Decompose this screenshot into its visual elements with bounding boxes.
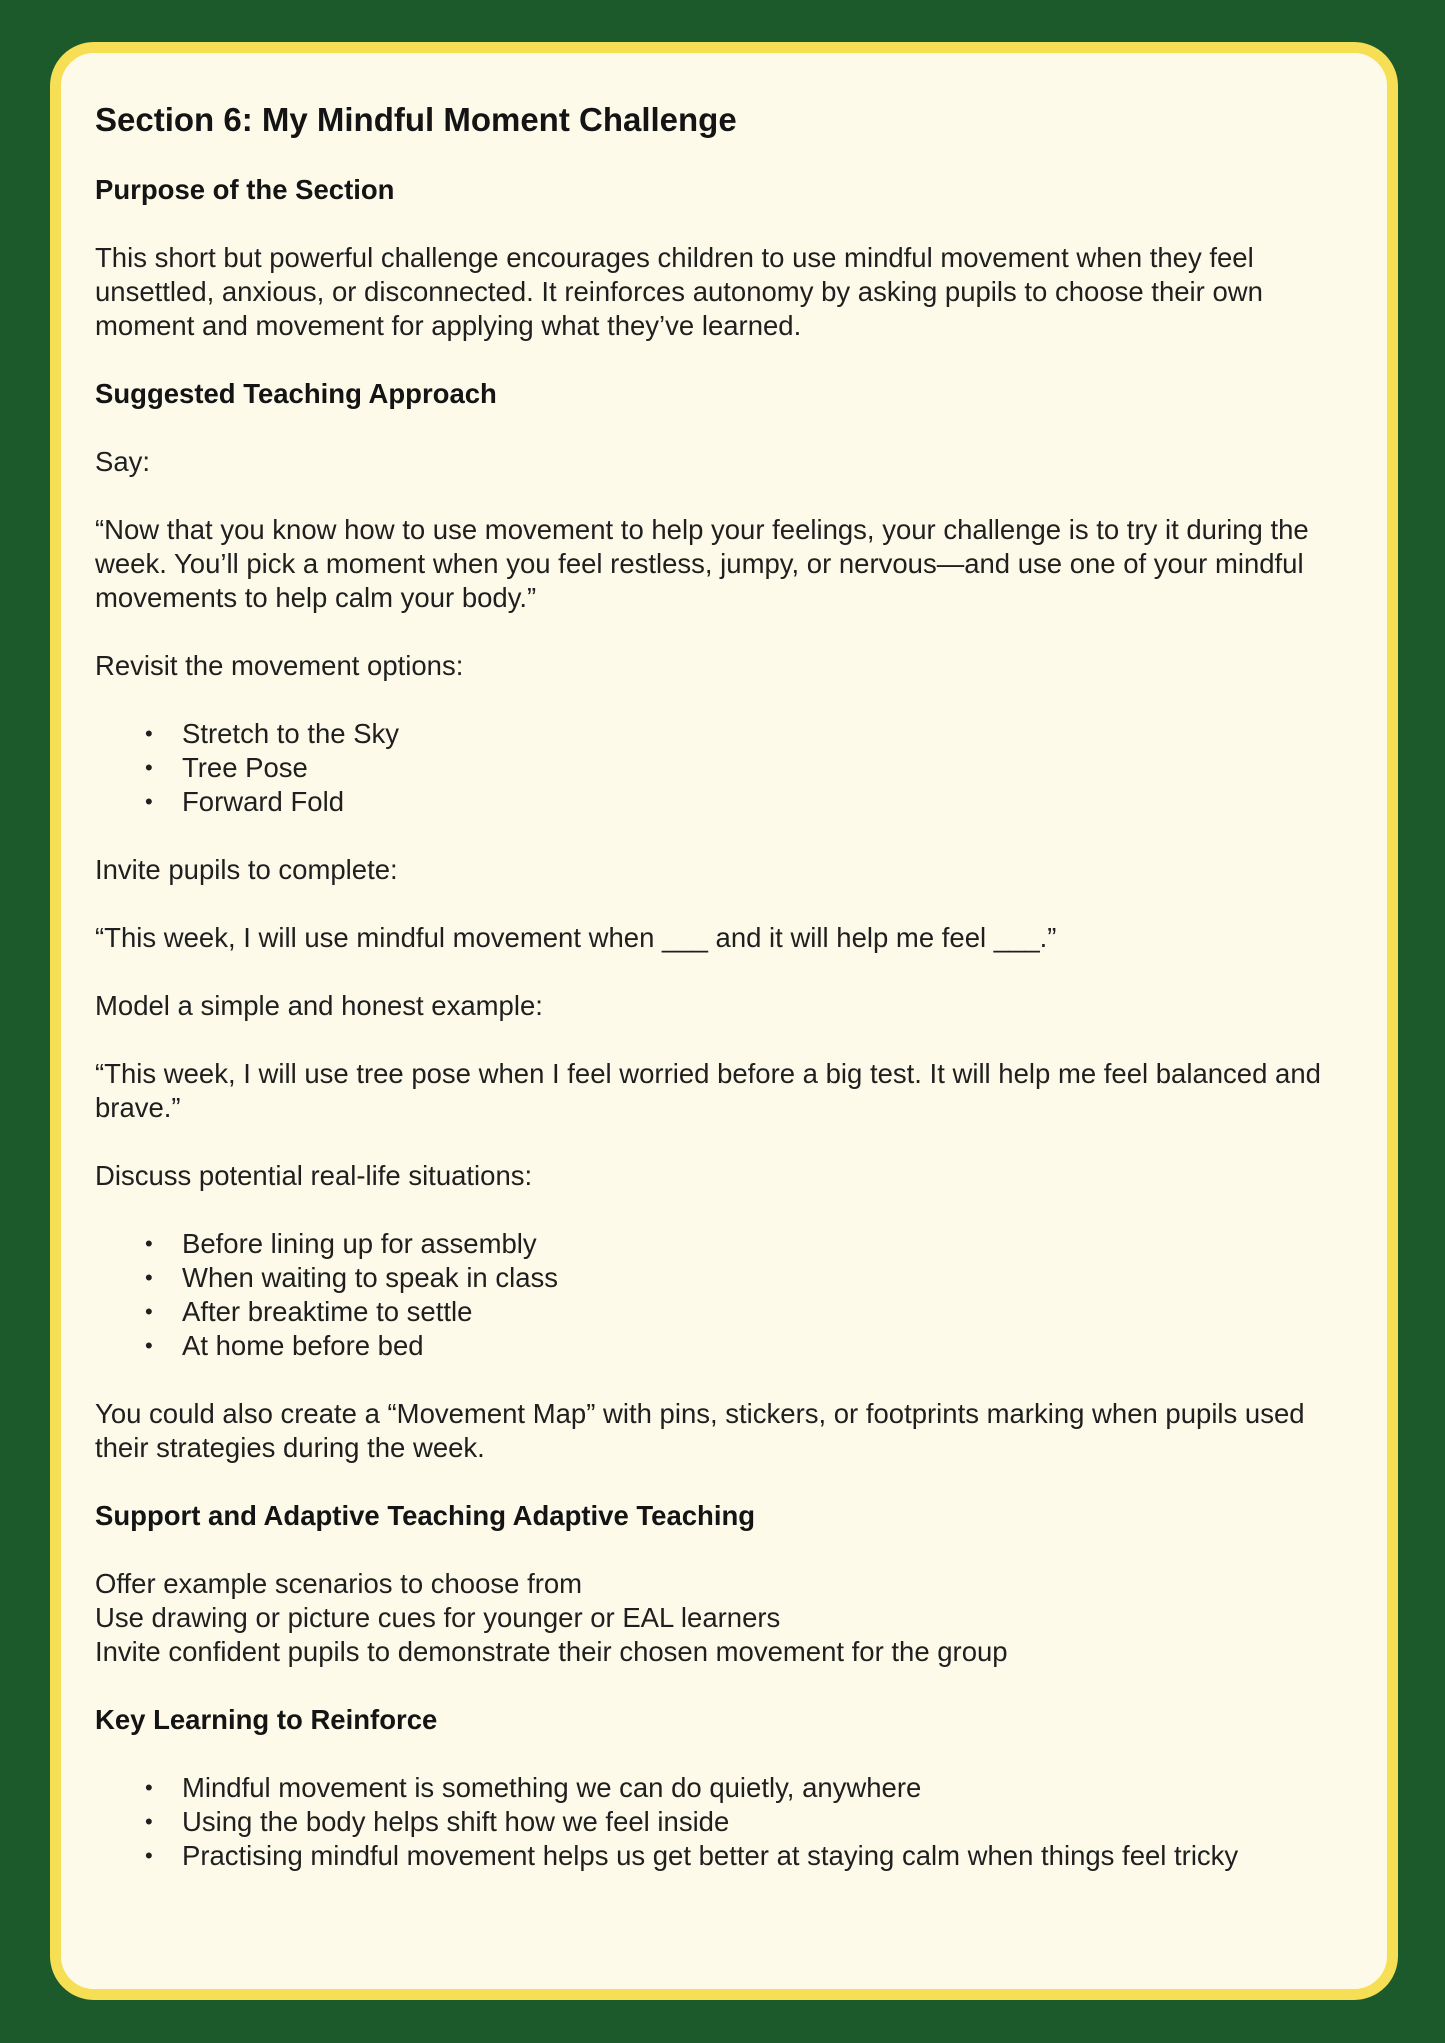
- page-title: Section 6: My Mindful Moment Challenge: [95, 101, 737, 138]
- list-item: • Mindful movement is something we can do quietly, anywhere: [95, 1771, 1345, 1805]
- list-item: • At home before bed: [95, 1329, 1345, 1363]
- situations-list: [95, 1227, 1345, 1363]
- support-line: Offer example scenarios to choose from: [95, 1568, 583, 1599]
- purpose-heading: Purpose of the Section: [95, 174, 395, 205]
- list-item: • Tree Pose: [95, 751, 1345, 785]
- movement-options-list: [95, 717, 1345, 819]
- completion-prompt: “This week, I will use mindful movement when ___ and it will help me feel ___.”: [95, 922, 1057, 953]
- approach-heading: Suggested Teaching Approach: [95, 378, 497, 409]
- example-quote: “This week, I will use tree pose when I feel worried before a big test. It will help me feel balanced and brave.”: [95, 1058, 1321, 1123]
- revisit-text: Revisit the movement options:: [95, 650, 464, 681]
- discuss-text: Discuss potential real-life situations:: [95, 1160, 533, 1191]
- list-item: • Practising mindful movement helps us get better at staying calm when things feel tricky: [95, 1839, 1345, 1873]
- support-line: Use drawing or picture cues for younger or EAL learners: [95, 1602, 781, 1633]
- challenge-quote: “Now that you know how to use movement to help your feelings, your challenge is to try it during the week. You’ll pick a moment when you feel restless, jumpy, or nervous—and use one of your mindful movements to help calm your body.”: [95, 514, 1309, 613]
- invite-text: Invite pupils to complete:: [95, 854, 398, 885]
- support-line: Invite confident pupils to demonstrate their chosen movement for the group: [95, 1636, 1008, 1667]
- document-content: [95, 100, 1345, 1907]
- support-lines: [95, 1567, 1345, 1669]
- list-item: • Forward Fold: [95, 785, 1345, 819]
- key-learning-list: [95, 1771, 1345, 1873]
- list-item: • Stretch to the Sky: [95, 717, 1345, 751]
- purpose-text: This short but powerful challenge encourages children to use mindful movement when they feel unsettled, anxious, or disconnected. It reinforces autonomy by asking pupils to choose their own moment and movement for applying what they’ve learned.: [95, 242, 1263, 341]
- list-item: • After breaktime to settle: [95, 1295, 1345, 1329]
- model-text: Model a simple and honest example:: [95, 990, 543, 1021]
- list-item: • Before lining up for assembly: [95, 1227, 1345, 1261]
- list-item: • Using the body helps shift how we feel inside: [95, 1805, 1345, 1839]
- say-label: Say:: [95, 446, 151, 477]
- support-heading: Support and Adaptive Teaching Adaptive Teaching: [95, 1500, 756, 1531]
- key-learning-heading: Key Learning to Reinforce: [95, 1704, 438, 1735]
- list-item: • When waiting to speak in class: [95, 1261, 1345, 1295]
- movement-map-text: You could also create a “Movement Map” with pins, stickers, or footprints marking when pupils used their strategies during the week.: [95, 1398, 1305, 1463]
